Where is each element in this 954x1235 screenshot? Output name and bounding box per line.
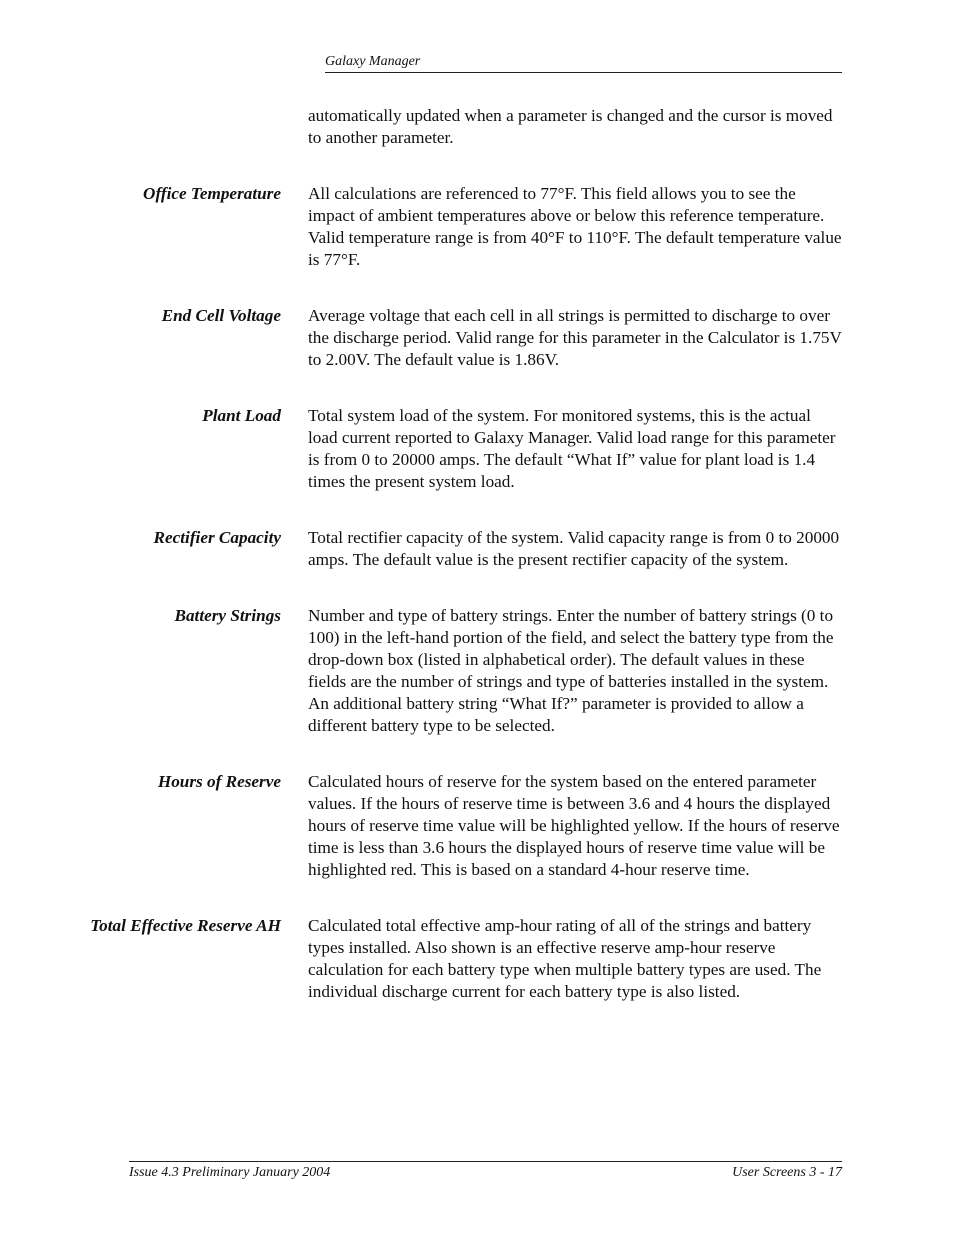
description-hours-of-reserve: Calculated hours of reserve for the system based on the entered parameter values. If the hours of reserve time is between 3.6 and 4 hours the displayed hours of reserve time value will be highlighted yellow. If the hours of reserve time is less than 3.6 hours the displayed hours of reserve time value will be highlighted red. This is based on a standard 4-hour reserve time.: [308, 772, 840, 879]
term-office-temperature: Office Temperature: [143, 184, 281, 203]
term-total-effective-reserve-ah: Total Effective Reserve AH: [90, 916, 281, 935]
description-office-temperature: All calculations are referenced to 77°F. This field allows you to see the impact of ambient temperatures above or below this reference temperature. Valid temperature range is from 40°F to 110°F. The default temperature value is 77°F.: [308, 184, 842, 269]
page-content: [0, 105, 954, 1037]
page-footer: [129, 1161, 842, 1182]
header-title: Galaxy Manager: [325, 54, 421, 69]
entry-plant-load: [0, 405, 954, 493]
intro-paragraph: automatically updated when a parameter is changed and the cursor is moved to another parameter.: [308, 106, 833, 147]
description-plant-load: Total system load of the system. For monitored systems, this is the actual load current reported to Galaxy Manager. Valid load range for this parameter is from 0 to 20000 amps. The default “What If” value for plant load is 1.4 times the present system load.: [308, 406, 836, 491]
description-total-effective-reserve-ah: Calculated total effective amp-hour rating of all of the strings and battery types installed. Also shown is an effective reserve amp-hour reserve calculation for each battery type when multiple battery types are used. The individual discharge current for each battery type is also listed.: [308, 916, 822, 1001]
term-battery-strings: Battery Strings: [174, 606, 281, 625]
entry-hours-of-reserve: [0, 771, 954, 881]
entry-rectifier-capacity: [0, 527, 954, 571]
entry-office-temperature: [0, 183, 954, 271]
description-rectifier-capacity: Total rectifier capacity of the system. Valid capacity range is from 0 to 20000 amps. The default value is the present rectifier capacity of the system.: [308, 528, 840, 569]
footer-page-number: User Screens 3 - 17: [732, 1165, 842, 1180]
description-battery-strings: Number and type of battery strings. Enter the number of battery strings (0 to 100) in the left-hand portion of the field, and select the battery type from the drop-down box (listed in alphabetical order). The default values in these fields are the number of strings and type of batteries installed in the system. An additional battery string “What If?” parameter is provided to allow a different battery type to be selected.: [308, 606, 834, 735]
footer-issue-info: Issue 4.3 Preliminary January 2004: [129, 1165, 331, 1180]
entry-total-effective-reserve-ah: [0, 915, 954, 1003]
term-end-cell-voltage: End Cell Voltage: [161, 306, 281, 325]
entry-battery-strings: [0, 605, 954, 737]
description-end-cell-voltage: Average voltage that each cell in all strings is permitted to discharge to over the discharge period. Valid range for this parameter in the Calculator is 1.75V to 2.00V. The default value is 1.86V.: [308, 306, 842, 369]
entry-end-cell-voltage: [0, 305, 954, 371]
running-header: [325, 52, 842, 73]
term-rectifier-capacity: Rectifier Capacity: [153, 528, 281, 547]
term-plant-load: Plant Load: [202, 406, 281, 425]
term-hours-of-reserve: Hours of Reserve: [157, 772, 281, 791]
